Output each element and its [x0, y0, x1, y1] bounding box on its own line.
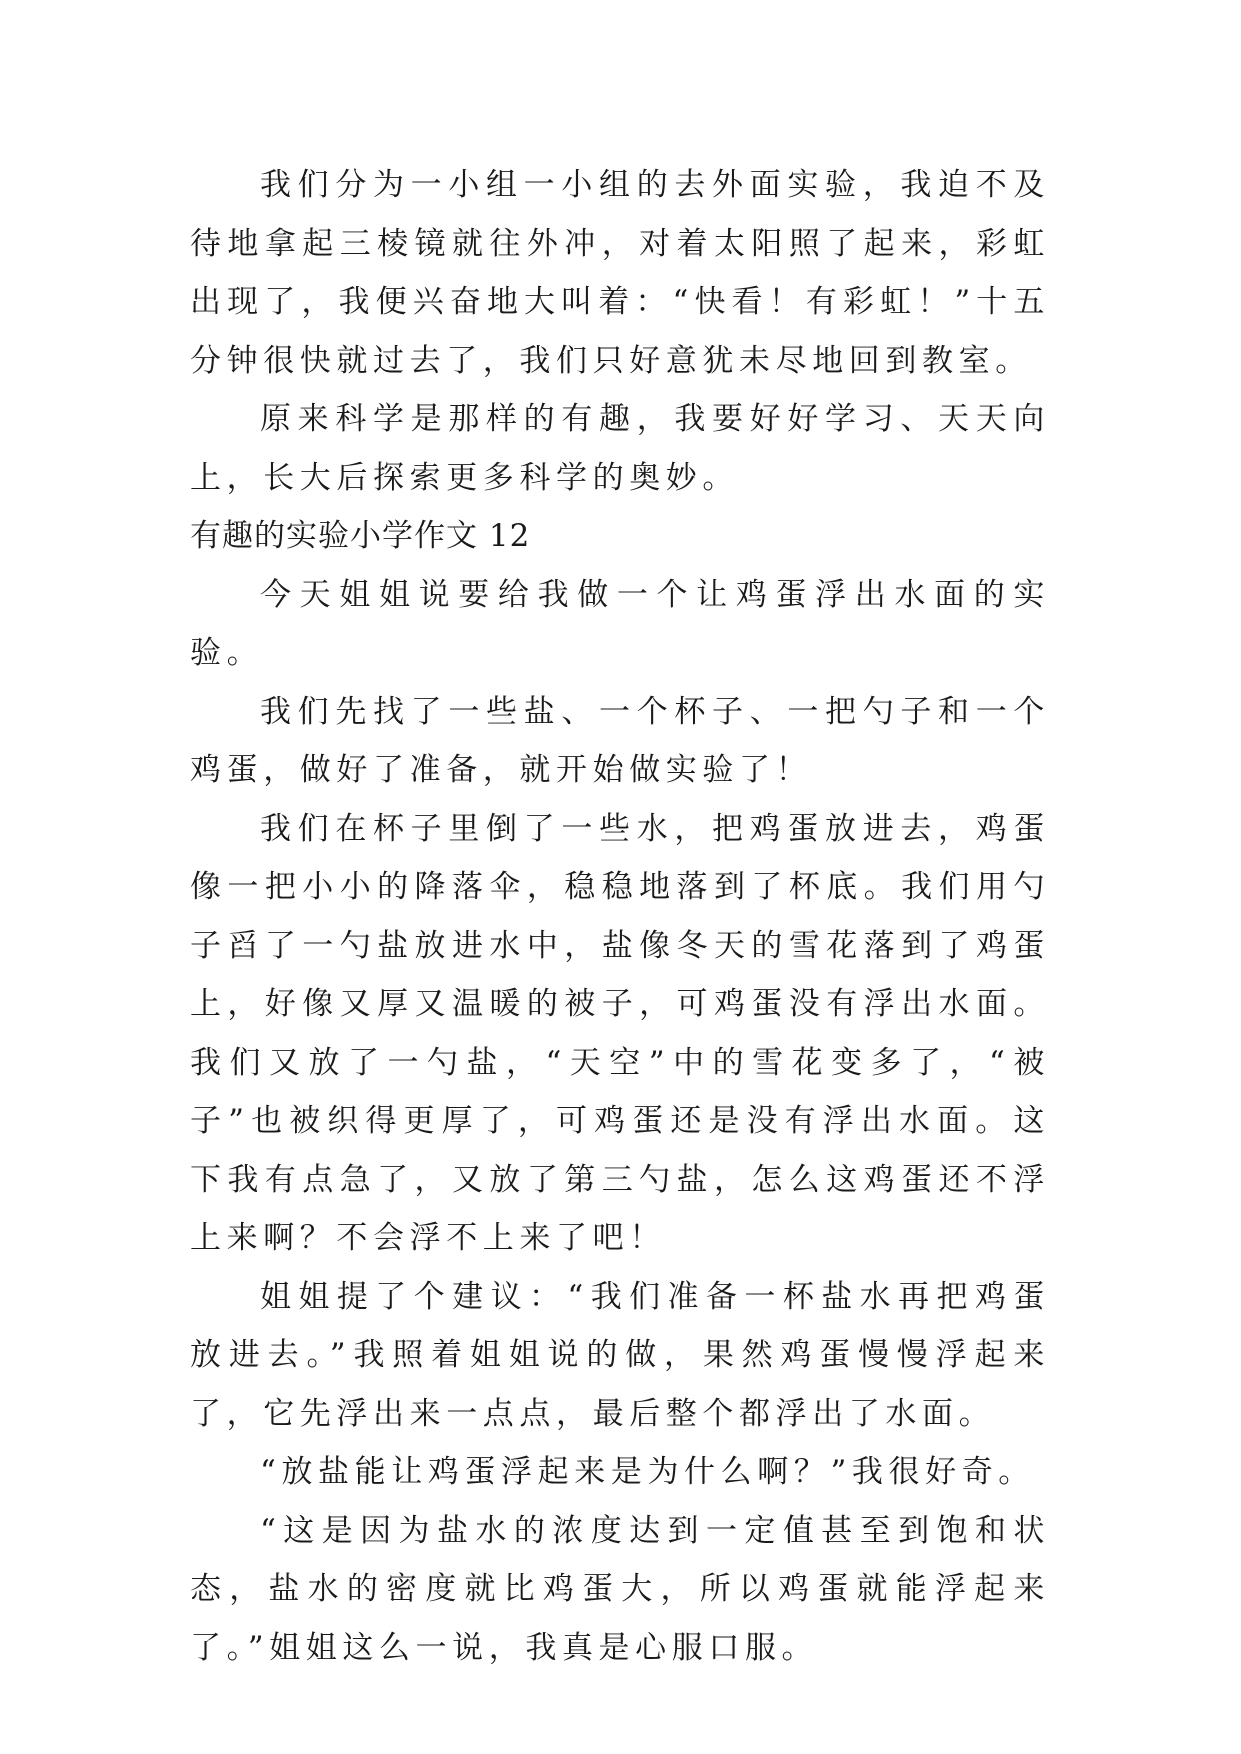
essay-title: 有趣的实验小学作文 12 [190, 518, 531, 554]
document-body [190, 156, 1050, 1677]
paragraph-adding-salt: 我们在杯子里倒了一些水，把鸡蛋放进去，鸡蛋像一把小小的降落伞，稳稳地落到了杯底。我们用勺子舀了一勺盐放进水中，盐像冬天的雪花落到了鸡蛋上，好像又厚又温暖的被子，可鸡蛋没有浮出水面。我们又放了一勺盐，“天空”中的雪花变多了，“被子”也被织得更厚了，可鸡蛋还是没有浮出水面。这下我有点急了，又放了第三勺盐，怎么这鸡蛋还不浮上来啊？不会浮不上来了吧！ [190, 810, 1050, 1256]
paragraph-sister-suggestion: 姐姐提了个建议：“我们准备一杯盐水再把鸡蛋放进去。”我照着姐姐说的做，果然鸡蛋慢慢浮起来了，它先浮出来一点点，最后整个都浮出了水面。 [190, 1278, 1050, 1432]
paragraph-explanation: “这是因为盐水的浓度达到一定值甚至到饱和状态，盐水的密度就比鸡蛋大，所以鸡蛋就能浮起来了。”姐姐这么一说，我真是心服口服。 [190, 1512, 1050, 1666]
paragraph-question: “放盐能让鸡蛋浮起来是为什么啊？”我很好奇。 [260, 1454, 1035, 1490]
paragraph-intro: 今天姐姐说要给我做一个让鸡蛋浮出水面的实验。 [190, 576, 1050, 671]
paragraph-preparation: 我们先找了一些盐、一个杯子、一把勺子和一个鸡蛋，做好了准备，就开始做实验了！ [190, 693, 1050, 788]
paragraph-science-conclusion: 原来科学是那样的有趣，我要好好学习、天天向上，长大后探索更多科学的奥妙。 [190, 401, 1050, 496]
paragraph-rainbow-experiment: 我们分为一小组一小组的去外面实验，我迫不及待地拿起三棱镜就往外冲，对着太阳照了起来，彩虹出现了，我便兴奋地大叫着：“快看！有彩虹！”十五分钟很快就过去了，我们只好意犹未尽地回到教室。 [190, 167, 1050, 379]
